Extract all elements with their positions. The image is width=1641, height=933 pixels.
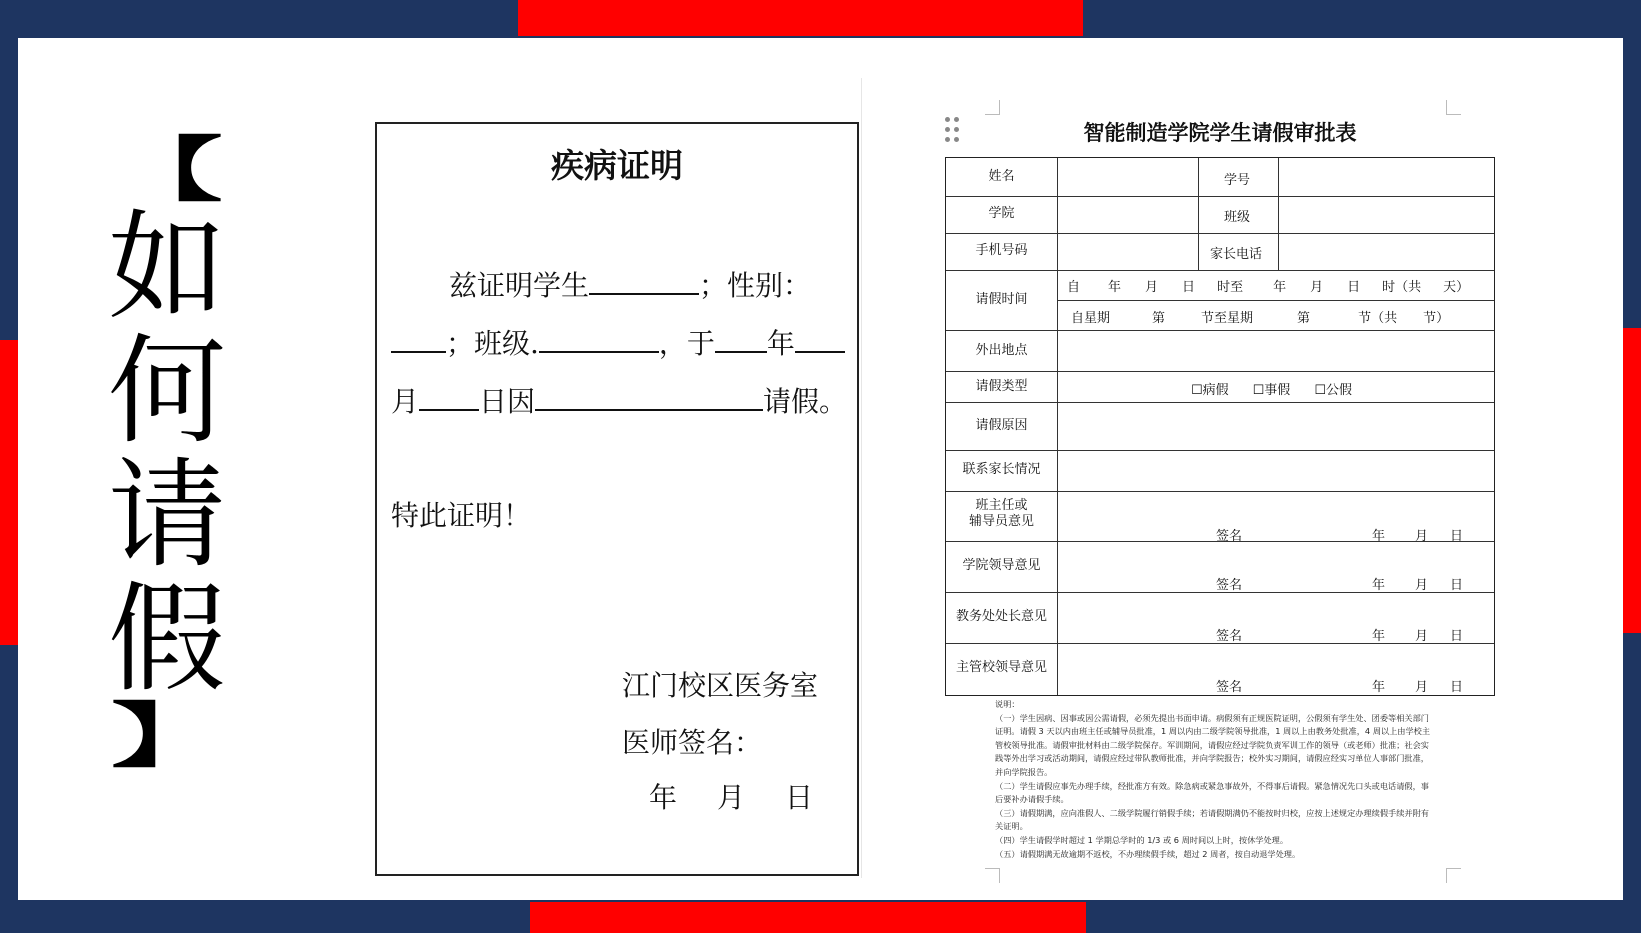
title-char-1: 如 — [107, 198, 226, 336]
title-char-3: 请 — [107, 446, 226, 584]
time-row-2: 自星期 第 节至星期 第 节（共 节） — [1071, 311, 1450, 326]
note-item: （五）请假期满无故逾期不返校，不办理续假手续，超过 2 周者，按自动退学处理。 — [995, 848, 1301, 859]
certificate-closing: 特此证明！ — [391, 499, 532, 532]
label-school-leader-opinion: 主管校领导意见 — [955, 660, 1047, 675]
label-college: 学院 — [988, 206, 1015, 221]
label-class: 班级 — [1224, 210, 1251, 225]
time-row-1: 自 年 月 日 时至 年 月 日 时（共 天） — [1067, 280, 1470, 295]
certificate-line-1: 兹证明学生 ；性别： — [449, 269, 812, 302]
certificate-title: 疾病证明 — [551, 146, 683, 185]
title-open-bracket: 【 — [111, 129, 223, 211]
certificate-date: 年 月 日 — [649, 781, 814, 814]
blank-day — [419, 383, 479, 411]
signature-row-college: 签名 年 月 日 — [1216, 578, 1464, 593]
label-leave-type: 请假类型 — [975, 379, 1028, 394]
label-parent-phone: 家长电话 — [1210, 247, 1263, 262]
left-red-bar — [0, 340, 18, 645]
medical-certificate — [375, 122, 859, 876]
label-academic-director-opinion: 教务处处长意见 — [955, 609, 1047, 624]
checkbox-personal-leave[interactable]: ☐事假 — [1252, 383, 1291, 398]
label-advisor-opinion: 班主任或 辅导员意见 — [968, 498, 1034, 529]
corner-mark-bottom-right — [1446, 868, 1461, 883]
label-reason: 请假原因 — [975, 418, 1028, 433]
form-table — [945, 157, 1495, 696]
bottom-red-bar — [530, 902, 1086, 933]
top-red-bar — [518, 0, 1083, 36]
label-destination: 外出地点 — [975, 343, 1028, 358]
signature-row-advisor: 签名 年 月 日 — [1216, 529, 1464, 544]
form-title: 智能制造学院学生请假审批表 — [1083, 120, 1357, 145]
checkbox-official-leave[interactable]: ☐公假 — [1314, 383, 1352, 398]
label-college-leader-opinion: 学院领导意见 — [962, 558, 1041, 573]
title-close-bracket: 】 — [111, 695, 223, 777]
title-char-4: 假 — [107, 570, 226, 708]
note-item: （三）请假期满，应向准假人、二级学院履行销假手续；若请假期满仍不能按时归校，应按上述规定办理续假手续并附有关证明。 — [995, 807, 1429, 832]
certificate-line-3: 月 日因 请假。 — [391, 385, 848, 418]
leave-approval-form — [945, 115, 1495, 859]
note-item: （四）学生请假学时超过 1 学期总学时的 1/3 或 6 周时间以上时，按休学处理。 — [995, 834, 1289, 845]
checkbox-sick-leave[interactable]: ☐病假 — [1191, 383, 1229, 398]
blank-class — [539, 325, 659, 353]
note-item: （一）学生因病、因事或因公需请假，必须先提出书面申请。病假须有正规医院证明，公假须有学生处、团委等相关部门证明。请假 3 天以内由班主任或辅导员批准，1 周以内由二级学院领导批准，1 周以上由教务处批准，4 周以上由学校主管校领导批准。请假审批材料由二级学院保存。军训期间，请假应经过学院负责军训工作的领导（或老师）批准；社会实践等外出学习或活动期间，请假应经过带队教师批准，并向学院报告；校外实习期间，请假应经实习单位人事部门批准，并向学院报告。 — [995, 712, 1431, 777]
form-notes — [995, 698, 1435, 861]
slide-title — [102, 129, 232, 777]
right-red-bar — [1623, 328, 1641, 633]
corner-mark-top-left — [985, 100, 1000, 115]
label-name: 姓名 — [988, 169, 1015, 184]
blank-month-start — [795, 325, 845, 353]
note-item: （二）学生请假应事先办理手续，经批准方有效。除急病或紧急事故外，不得事后请假。紧急情况先口头或电话请假，事后要补办请假手续。 — [995, 780, 1429, 805]
label-parent-contact: 联系家长情况 — [962, 462, 1041, 477]
page-divider — [861, 78, 862, 878]
leave-type-options — [1191, 379, 1352, 398]
blank-gender — [391, 325, 446, 353]
blank-student-name — [589, 267, 699, 295]
label-phone: 手机号码 — [975, 243, 1028, 258]
blank-year — [715, 325, 767, 353]
doctor-signature-label: 医师签名： — [622, 726, 763, 759]
title-char-2: 何 — [107, 322, 226, 460]
signature-row-academic: 签名 年 月 日 — [1216, 629, 1464, 644]
corner-mark-bottom-left — [985, 868, 1000, 883]
label-student-id: 学号 — [1224, 173, 1251, 188]
signature-row-school: 签名 年 月 日 — [1216, 680, 1464, 695]
notes-heading: 说明： — [995, 699, 1020, 709]
corner-mark-top-right — [1446, 100, 1461, 115]
label-leave-time: 请假时间 — [975, 292, 1028, 307]
certificate-issuer: 江门校区医务室 — [622, 669, 819, 702]
certificate-line-2: ；班级. ，于 年 — [391, 322, 845, 362]
blank-reason — [535, 383, 763, 411]
